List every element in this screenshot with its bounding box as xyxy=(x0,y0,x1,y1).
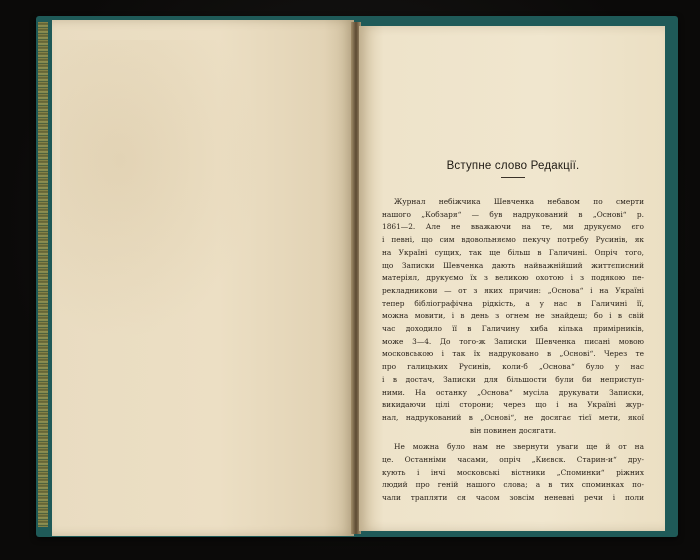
page-stain xyxy=(60,40,260,340)
text-line: ними. На останку „Основа“ мусіла друкувати Записки, xyxy=(382,387,644,397)
text-line: що Записки Шевченка дають найважнійший життєписний xyxy=(382,260,644,270)
text-line: викидаючи цілі сторони; через що і на Україні жур- xyxy=(382,400,644,410)
spine-ornament xyxy=(38,22,48,527)
text-line: чали трапляти ся часом зовсім неневні речи і поли xyxy=(382,493,644,503)
text-line: тепер бібліографічна рідкість, а у нас в Галичині її, xyxy=(382,298,644,308)
text-line: Журнал небіжчика Шевченка небавом по смерти xyxy=(394,197,644,206)
text-line: рекладникови — от з яких причин: „Основа“ і на Україні xyxy=(382,285,644,295)
text-line: час доходило її в Галичину хиба кілька примірників, xyxy=(382,324,644,334)
text-line: людий про геній нашого слова; а в тих споминках по- xyxy=(382,480,644,490)
text-line: і певні, що сим вдовольняємо пекучу потребу Русинів, як xyxy=(382,235,644,245)
page-content xyxy=(382,160,644,505)
text-line: це. Останніми часами, опріч „Києвск. Старин-и“ дру- xyxy=(382,455,644,465)
text-line: Не можна було нам не звернути уваги ще й от на xyxy=(394,442,644,452)
text-line: матеріял, друкуємо їх з великою охотою і з подякою пе- xyxy=(382,273,644,283)
chapter-heading: Вступне слово Редакції. xyxy=(446,160,580,172)
text-line: московською і так їх надруковано в „Основі“. Через те xyxy=(382,349,644,359)
heading-rule xyxy=(501,177,525,178)
text-line: можна мовити, і в день з огнем не знайдеш; бо і в свій xyxy=(382,311,644,321)
text-line: нал, надрукований в „Основі“, не досягає тієї мети, якої xyxy=(382,412,644,422)
text-line: про галицьких Русинів, коли-б „Основа“ було у нас xyxy=(382,362,644,372)
body-text xyxy=(382,196,644,505)
text-line: кують і інчі московські вістники „Споминки“ ріжних xyxy=(382,467,644,477)
text-line: нашого „Кобзаря“ — був надрукований в „Основі“ р. xyxy=(382,209,644,219)
text-line: може 3—4. До того-ж Записки Шевченка писані мовою xyxy=(382,336,644,346)
text-line: він повинен досягати. xyxy=(469,425,557,435)
text-line: 1861—2. Але не вважаючи на те, ми друкуємо єго xyxy=(382,222,644,232)
text-line: і в достач, Записки для більшости були би неприступ- xyxy=(382,374,644,384)
text-line: на Україні сущих, так ще більш в Галичині. Опріч того, xyxy=(382,247,644,257)
